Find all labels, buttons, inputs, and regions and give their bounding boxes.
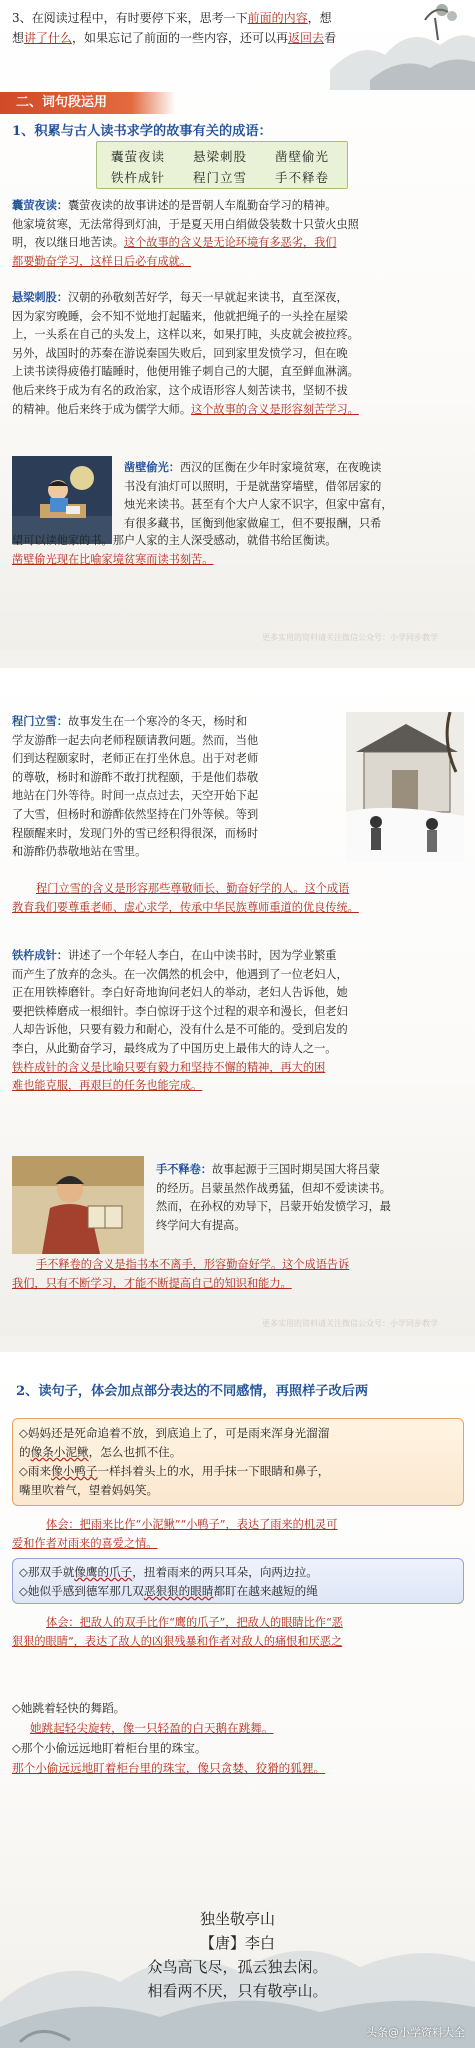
idiom-item: 程门立雪 [193,170,248,185]
story-line: 人却告诉他，只要有毅力和耐心，没有什么是不可能的。受到启发的 [12,1023,348,1037]
story-line: 另外，战国时的苏秦在游说秦国失败后，回到家里发愤学习，但在晚 [12,346,348,360]
story-line: 因为家穷晚睡，会不知不觉地打起瞌来，他就把绳子的一头拴在屋梁 [12,309,348,323]
sentence-line: ◇那双手就像鹰的爪子，扭着雨来的两只耳朵，向两边拉。 [19,1565,318,1579]
story-nangying [12,196,464,271]
general-reading-illustration [12,1156,144,1254]
story-tiechu [12,946,464,1096]
story-line: 烛光来读书。甚至有个大户人家不识字，但家中富有， [124,498,393,512]
exercise-prompt: ◇她跳着轻快的舞蹈。 [12,1701,126,1715]
poem-title: 独坐敬亭山 [199,1910,275,1928]
source-logo: 头条@小学资料大全 [366,2026,465,2039]
exercise-answer: 那个小偷远远地盯着柜台里的珠宝，像只贪婪、狡猾的狐狸。 [12,1761,326,1775]
idiom-box [96,141,348,189]
story-meaning: 凿壁偷光现在比喻家境贫寒而读书刻苦。 [12,552,214,566]
story-line: 故事起源于三国时期吴国大将吕蒙 [211,1163,380,1176]
story-line: 地站在门外等待。时间一点点过去，天空开始下起 [12,789,259,803]
watermark: 更多实用的资料请关注微信公众号：小学同步教学 [262,633,438,642]
term-label: 凿壁偷光： [124,460,180,474]
story-line: 的精神。他后来终于成为儒学大师。 [12,402,192,416]
poem-line: 众鸟高飞尽，孤云独去闲。 [147,1958,328,1976]
answer-line: 体会：把敌人的双手比作“鹰的爪子”，把敌人的眼睛比作“恶 [46,1616,343,1629]
story-line: 有很多藏书，匡衡到他家做雇工，但不要报酬，只希 [124,516,382,530]
story-meaning: 教育我们要尊重老师、虚心求学，传承中华民族尊师重道的优良传统。 [12,900,359,914]
idiom-item: 铁杵成针 [111,170,166,185]
subheading-idioms: 1、积累与古人读书求学的故事有关的成语： [12,124,272,139]
page-panel-1 [0,0,475,650]
story-shoubu-meaning [12,1256,464,1293]
idiom-item: 手不释卷 [275,170,330,185]
sentence-line: ◇她似乎感到德军那几双恶狠狠的眼睛都盯在越来越短的绳 [19,1584,318,1598]
story-line: 们到达程颐家时，老师正在打坐休息。出于对老师 [12,752,259,766]
story-line: 明，夜以继日地苦读。 [12,236,124,250]
idiom-item: 悬梁刺股 [193,149,248,164]
idiom-item: 囊萤夜读 [111,149,166,164]
story-xuanliang [12,288,464,419]
idiom-item: 凿壁偷光 [275,149,330,164]
subheading-sentences: 2、读句子，体会加点部分表达的不同感情，再照样子改后两 [16,1384,369,1399]
story-shoubu [156,1160,464,1235]
term-label: 囊萤夜读： [12,198,68,212]
story-line: 学友游酢一起去向老师程颐请教问题。然而，当他 [12,733,259,747]
poem-line: 相看两不厌，只有敬亭山。 [147,1982,328,2000]
example-box-1 [12,1418,464,1506]
sentence-line: ◇妈妈还是死命追着不放，到底追上了，可是雨来浑身光溜溜 [19,1426,330,1440]
story-meaning: 手不释卷的含义是指书本不离手，形容勤奋好学。这个成语告诉 [36,1258,350,1271]
term-label: 程门立雪： [12,714,68,728]
snow-scene-illustration [346,712,464,862]
term-label: 手不释卷： [156,1162,212,1176]
watermark: 更多实用的资料请关注微信公众号：小学同步教学 [262,1319,438,1328]
story-line: 上读书读得疲倦打瞌睡时，他便用锥子刺自己的大腿，直至鲜血淋漓。 [12,365,359,379]
story-meaning: 这个故事的含义是形容刻苦学习。 [191,402,359,416]
section-banner: 二、词句段运用 [0,92,175,114]
story-chengmen [12,712,342,862]
story-line: 讲述了一个年轻人李白，在山中读书时，因为学业繁重 [67,949,337,962]
story-zaobi-head [124,458,464,533]
exercise-answer: 她跳起轻尖旋转，像一只轻盈的白天鹅在跳舞。 [30,1721,274,1735]
story-meaning: 这个故事的含义是无论环境有多恶劣，我们 [123,236,337,250]
reading-tip: 3、在阅读过程中，有时要停下来，思考一下前面的内容，想 想讲了什么，如果忘记了前面的一些内容，还可以再返回去看 [12,11,337,45]
example-box-2 [12,1558,464,1604]
answer-1 [12,1516,464,1553]
story-meaning: 程门立雪的含义是形容那些尊敬师长、勤奋好学的人。这个成语 [36,882,350,895]
sentence-line: 的像条小泥鳅，怎么也抓不住。 [19,1445,182,1459]
story-line: 上，一头系在自己的头发上，这样以来，如果打盹，头皮就会被拉疼。 [12,328,359,342]
story-line: 囊萤夜读的故事讲述的是晋朝人车胤勤奋学习的精神。 [67,199,337,212]
story-meaning: 铁杵成针的含义是比喻只要有毅力和坚持不懈的精神，再大的困 [12,1060,326,1074]
story-meaning: 都要勤奋学习，这样日后必有成就。 [12,254,192,268]
page-panel-2 [0,668,475,1336]
story-chengmen-meaning [12,880,464,917]
exercises [12,1698,464,1778]
story-meaning: 我们，只有不断学习，才能不断提高自己的知识和能力。 [12,1276,292,1290]
story-line: 他后来终于成为有名的政治家，这个成语形容人刻苦读书，坚韧不拔 [12,383,348,397]
exercise-prompt: ◇那个小偷远远地盯着柜台里的珠宝。 [12,1741,207,1755]
answer-line: 狠狠的眼睛”，表达了敌人的凶狠残暴和作者对敌人的痛恨和厌恶之 [12,1634,343,1648]
poem-author: 【唐】李白 [199,1934,275,1952]
story-meaning: 难也能克服，再艰巨的任务也能完成。 [12,1079,203,1093]
term-label: 悬梁刺股： [12,290,68,304]
term-label: 铁杵成针： [12,948,68,962]
story-line: 书没有油灯可以照明，于是就凿穿墙壁，借邻居家的 [124,479,382,493]
story-line: 然而，在孙权的劝导下，吕蒙开始发愤学习，最 [156,1200,391,1214]
answer-line: 体会：把雨来比作“小泥鳅”“小鸭子”，表达了雨来的机灵可 [46,1518,338,1531]
story-line: 汉朝的孙敬刻苦好学，每天一早就起来读书，直至深夜， [67,291,348,304]
answer-line: 爱和作者对雨来的喜爱之情。 [12,1536,158,1550]
story-line: 了大雪，但杨时和游酢依然坚持在门外等候。等到 [12,807,259,821]
story-line: 而产生了放弃的念头。在一次偶然的机会中，他遇到了一位老妇人， [12,967,348,981]
boy-reading-illustration [12,456,112,544]
sentence-line: 嘴里吹着气，望着妈妈笑。 [19,1483,159,1497]
story-line: 程颐醒来时，发现门外的雪已经积得很深，而杨时 [12,826,259,840]
story-zaobi-tail [12,532,464,569]
story-line: 要把铁棒磨成一根细针。李白惊讶于这个过程的艰辛和漫长，但老妇 [12,1004,348,1018]
story-line: 的经历。吕蒙虽然作战勇猛，但却不爱读读书。 [156,1181,391,1195]
story-line: 李白，从此勤奋学习，最终成为了中国历史上最伟大的诗人之一。 [12,1041,337,1055]
answer-2 [12,1614,464,1651]
story-line: 他家境贫寒，无法常得到灯油，于是夏天用白绢做袋装数十只萤火虫照 [12,217,359,231]
story-line: 正在用铁棒磨针。李白好奇地询问老妇人的举动，老妇人告诉他，她 [12,986,348,1000]
story-line: 西汉的匡衡在少年时家境贫寒，在夜晚读 [179,461,382,474]
story-line: 的尊敬，杨时和游酢不敢打扰程颐，于是他们恭敬 [12,770,259,784]
story-line: 终学问大有提高。 [156,1218,246,1232]
story-line: 望可以读他家的书。那户人家的主人深受感动，就借书给匡衡读。 [12,534,337,547]
story-line: 故事发生在一个寒冷的冬天，杨时和 [67,715,247,728]
page-panel-3 [0,1352,475,2048]
sentence-line: ◇雨来像小鸭子一样抖着头上的水，用手抹一下眼睛和鼻子， [19,1464,330,1478]
story-line: 和游酢仍恭敬地站在雪里。 [12,845,147,859]
